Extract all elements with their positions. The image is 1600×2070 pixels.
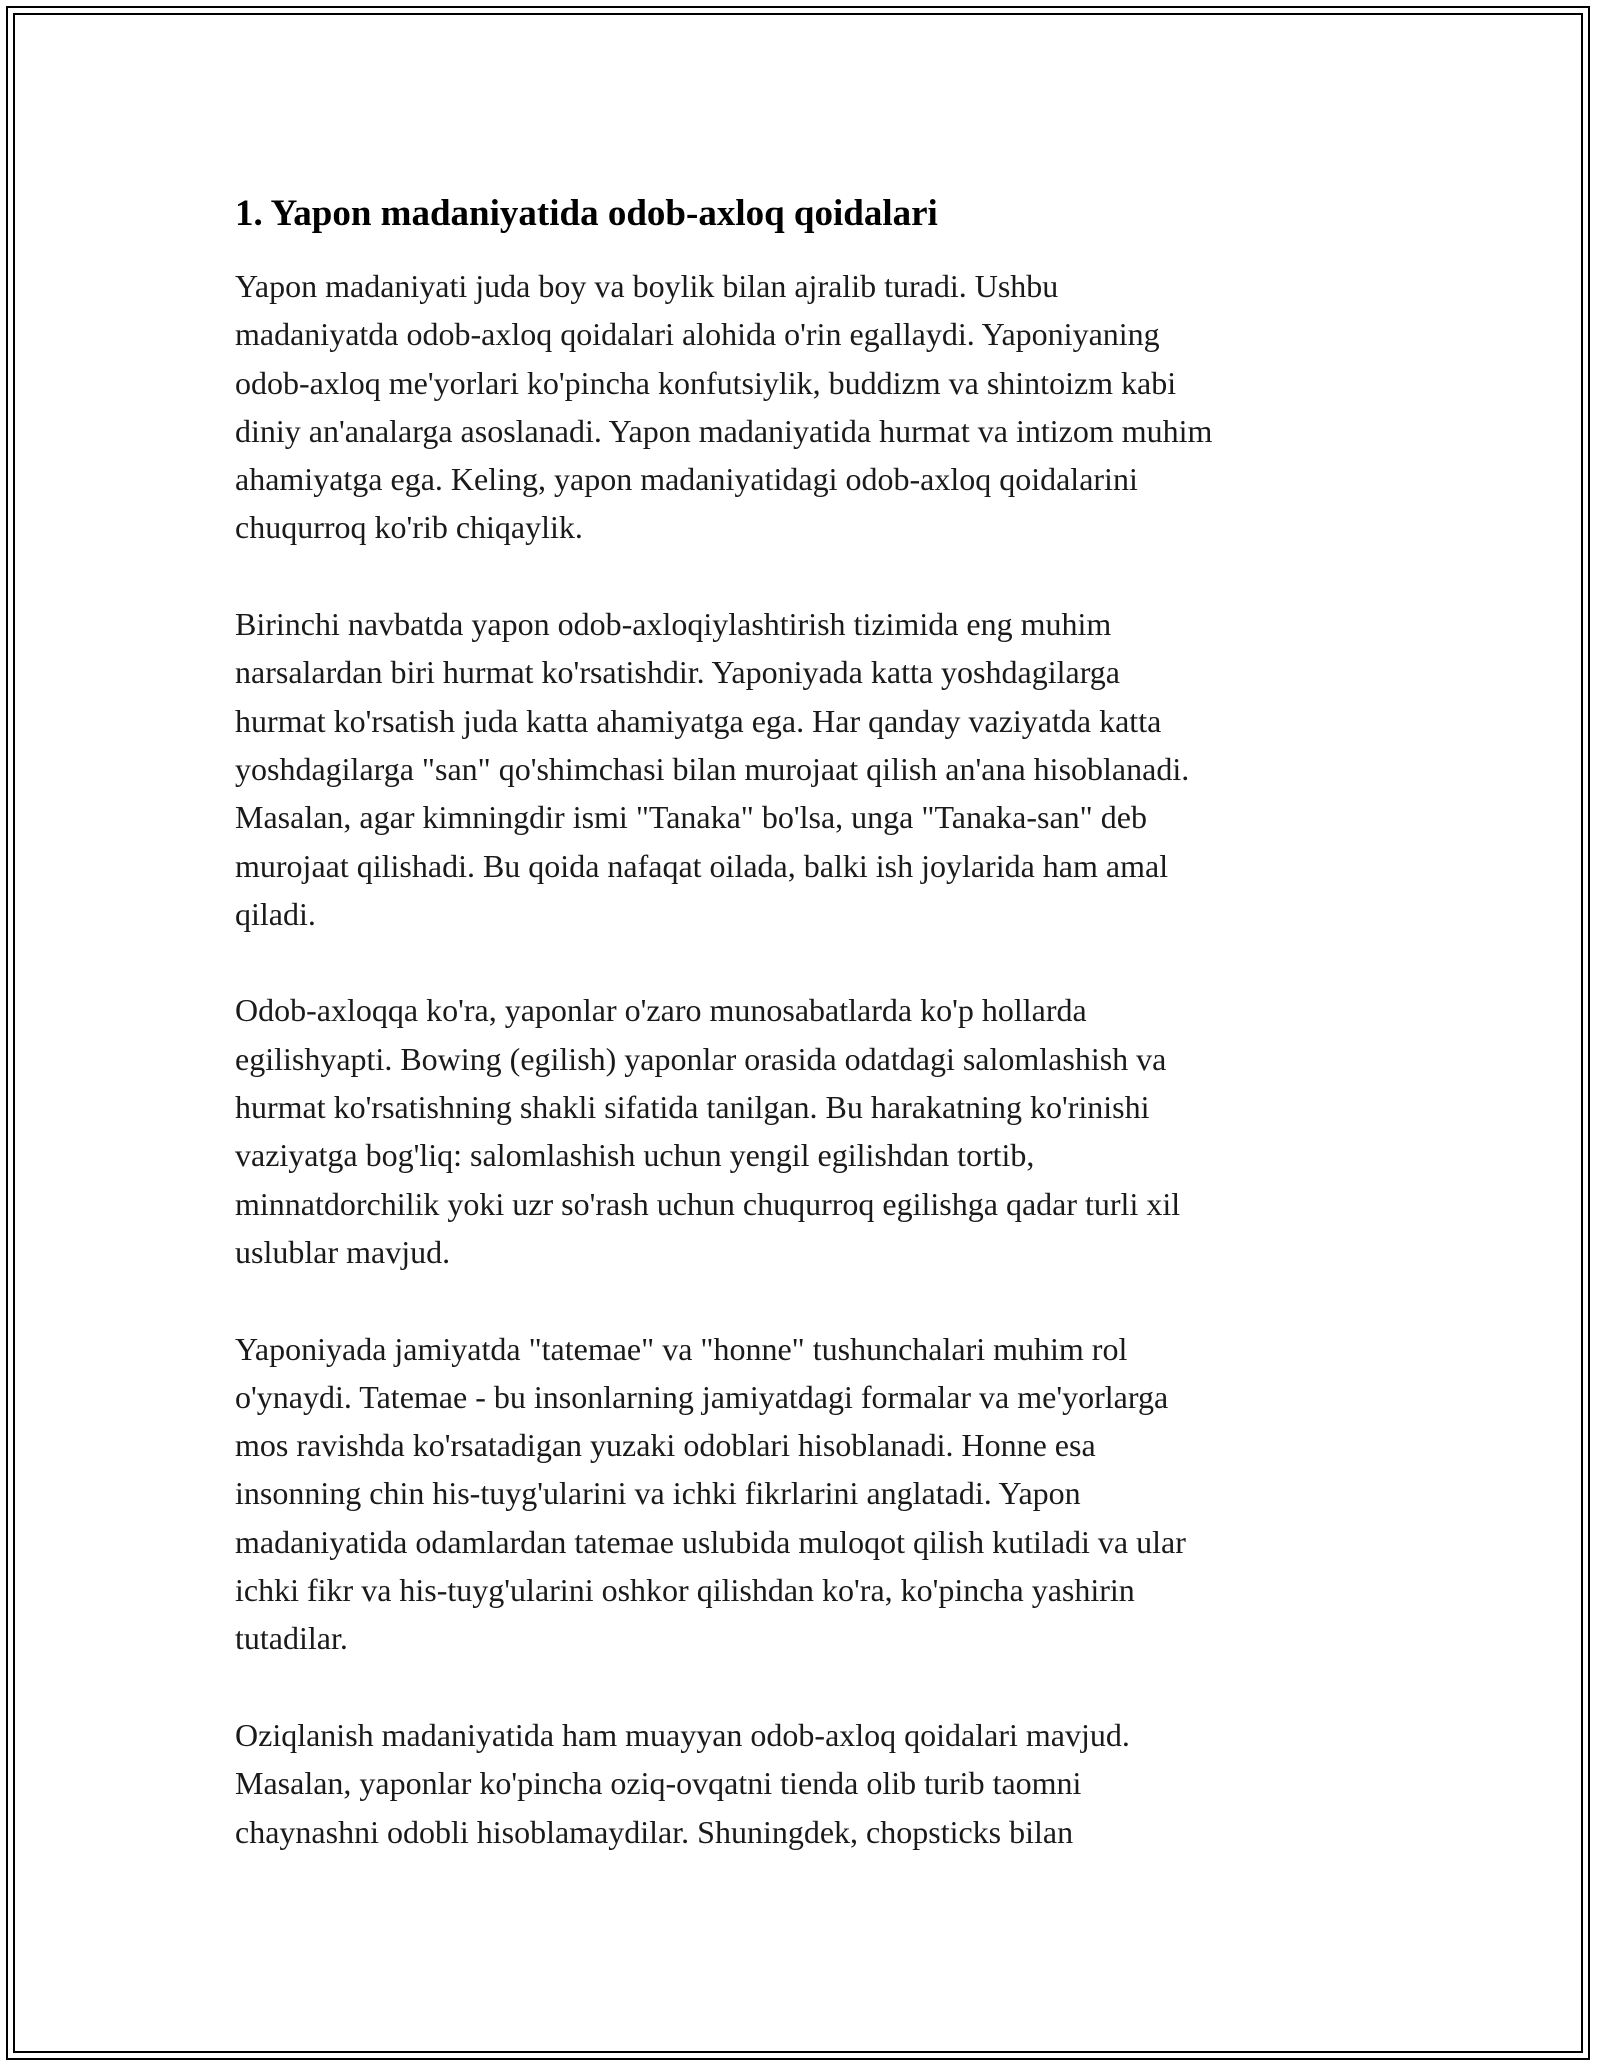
text-line: Masalan, yaponlar ko'pincha oziq-ovqatni tienda olib turib taomni xyxy=(235,1765,1082,1802)
text-line: madaniyatda odob-axloq qoidalari alohida o'rin egallaydi. Yaponiyaning xyxy=(235,316,1160,353)
paragraph-3 xyxy=(235,986,1375,1276)
text-line: tutadilar. xyxy=(235,1620,348,1657)
text-line: Yaponiyada jamiyatda "tatemae" va "honne" tushunchalari muhim rol xyxy=(235,1330,1128,1367)
text-line: Masalan, agar kimningdir ismi "Tanaka" bo'lsa, unga "Tanaka-san" deb xyxy=(235,799,1147,836)
text-line: ahamiyatga ega. Keling, yapon madaniyatidagi odob-axloq qoidalarini xyxy=(235,461,1138,498)
text-line: Odob-axloqqa ko'ra, yaponlar o'zaro munosabatlarda ko'p hollarda xyxy=(235,992,1087,1029)
paragraph-1 xyxy=(235,262,1375,552)
text-line: hurmat ko'rsatish juda katta ahamiyatga ega. Har qanday vaziyatda katta xyxy=(235,702,1162,739)
text-line: ichki fikr va his-tuyg'ularini oshkor qilishdan ko'ra, ko'pincha yashirin xyxy=(235,1572,1135,1609)
text-line: egilishyapti. Bowing (egilish) yaponlar orasida odatdagi salomlashish va xyxy=(235,1040,1167,1077)
text-line: murojaat qilishadi. Bu qoida nafaqat oilada, balki ish joylarida ham amal xyxy=(235,847,1169,884)
text-line: chuqurroq ko'rib chiqaylik. xyxy=(235,509,583,546)
text-line: Oziqlanish madaniyatida ham muayyan odob-axloq qoidalari mavjud. xyxy=(235,1716,1130,1753)
text-line: qiladi. xyxy=(235,895,316,932)
text-line: vaziyatga bog'liq: salomlashish uchun yengil egilishdan tortib, xyxy=(235,1137,1035,1174)
paragraph-2 xyxy=(235,600,1375,938)
text-line: narsalardan biri hurmat ko'rsatishdir. Yaponiyada katta yoshdagilarga xyxy=(235,654,1120,691)
document-body xyxy=(235,186,1375,1904)
text-line: hurmat ko'rsatishning shakli sifatida tanilgan. Bu harakatning ko'rinishi xyxy=(235,1089,1150,1126)
text-line: diniy an'analarga asoslanadi. Yapon madaniyatida hurmat va intizom muhim xyxy=(235,412,1213,449)
text-line: Yapon madaniyati juda boy va boylik bilan ajralib turadi. Ushbu xyxy=(235,268,1059,304)
text-line: o'ynaydi. Tatemae - bu insonlarning jamiyatdagi formalar va me'yorlarga xyxy=(235,1378,1169,1415)
text-line: minnatdorchilik yoki uzr so'rash uchun chuqurroq egilishga qadar turli xil xyxy=(235,1185,1181,1222)
text-line: madaniyatida odamlardan tatemae uslubida muloqot qilish kutiladi va ular xyxy=(235,1523,1186,1560)
text-line: mos ravishda ko'rsatadigan yuzaki odoblari hisoblanadi. Honne esa xyxy=(235,1427,1096,1464)
text-line: chaynashni odobli hisoblamaydilar. Shuningdek, chopsticks bilan xyxy=(235,1813,1074,1850)
text-line: Birinchi navbatda yapon odob-axloqiylashtirish tizimida eng muhim xyxy=(235,606,1112,643)
section-heading: 1. Yapon madaniyatida odob-axloq qoidalari xyxy=(235,193,938,234)
paragraph-4 xyxy=(235,1325,1375,1663)
text-line: odob-axloq me'yorlari ko'pincha konfutsiylik, buddizm va shintoizm kabi xyxy=(235,364,1177,401)
text-line: yoshdagilarga "san" qo'shimchasi bilan murojaat qilish an'ana hisoblanadi. xyxy=(235,750,1190,787)
paragraph-5 xyxy=(235,1711,1375,1856)
text-line: uslublar mavjud. xyxy=(235,1233,451,1270)
text-line: insonning chin his-tuyg'ularini va ichki fikrlarini anglatadi. Yapon xyxy=(235,1475,1081,1512)
